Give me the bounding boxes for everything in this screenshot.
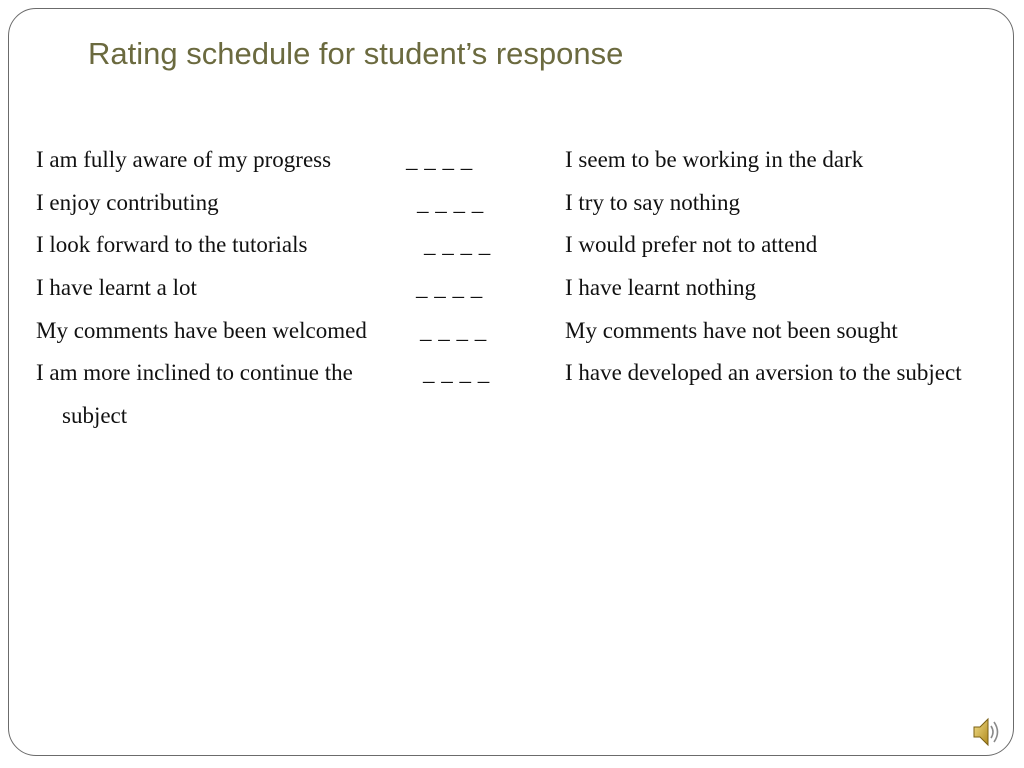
slide-title: Rating schedule for student’s response bbox=[88, 36, 624, 71]
statement-positive: I am more inclined to continue the bbox=[36, 360, 353, 385]
speaker-icon[interactable] bbox=[972, 714, 1002, 750]
statement-negative: I would prefer not to attend bbox=[565, 232, 818, 257]
statement-positive: I look forward to the tutorials bbox=[36, 232, 308, 257]
rating-blanks: _ _ _ _ bbox=[420, 318, 487, 343]
statement-positive: I have learnt a lot bbox=[36, 275, 197, 300]
statement-negative: I try to say nothing bbox=[565, 190, 741, 215]
rating-blanks: _ _ _ _ bbox=[424, 232, 491, 257]
rating-blanks: _ _ _ _ bbox=[423, 360, 490, 385]
statement-positive: I enjoy contributing bbox=[36, 190, 219, 215]
statement-positive: My comments have been welcomed bbox=[36, 318, 367, 343]
rating-blanks: _ _ _ _ bbox=[417, 190, 484, 215]
statement-negative: I have learnt nothing bbox=[565, 275, 756, 300]
statement-positive: I am fully aware of my progress bbox=[36, 147, 332, 172]
rating-blanks: _ _ _ _ bbox=[406, 147, 473, 172]
rating-blanks: _ _ _ _ bbox=[416, 275, 483, 300]
statement-negative: I have developed an aversion to the subject bbox=[565, 360, 962, 385]
statement-negative: I seem to be working in the dark bbox=[565, 147, 864, 172]
statement-positive-continuation: subject bbox=[62, 403, 128, 428]
statement-negative: My comments have not been sought bbox=[565, 318, 898, 343]
